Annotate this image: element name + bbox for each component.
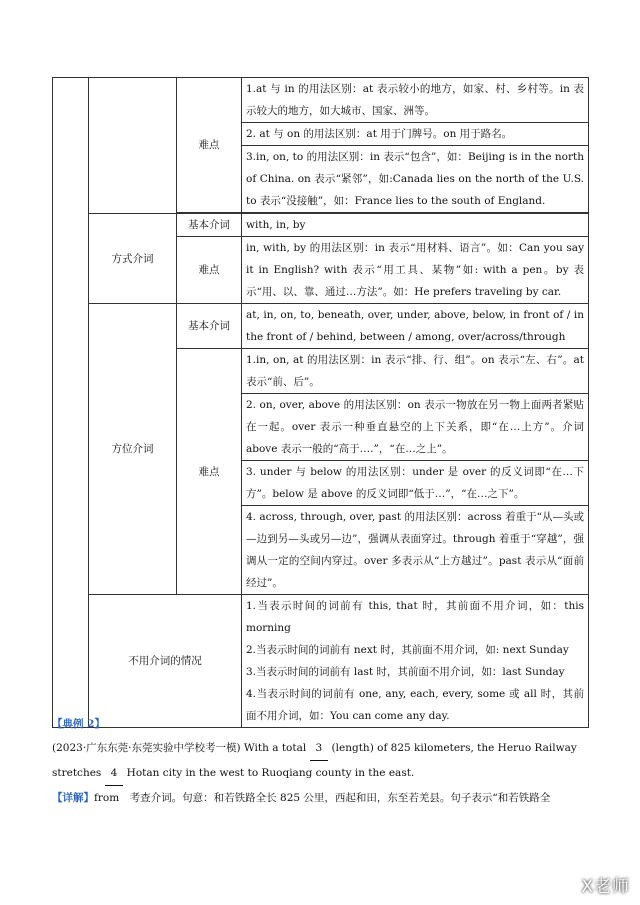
example-text-2b: Hotan city in the west to Ruoqiang county in the east. [123,767,415,779]
example-source: (2023·广东东莞·东莞实验中学校考一模) [52,742,241,754]
no-prep-case-3: 3.当表示时间的词前有 last 时，其前面不用介词，如：last Sunday [246,666,565,678]
watermark-logo: X老师 [581,877,630,897]
example-sentence-line-1 [52,736,588,761]
difficulty-item-1: 1.at 与 in 的用法区别：at 表示较小的地方，如家、村、乡村等。in 表示较大的地方，如大城市、国家、洲等。 [242,78,589,123]
category-manner-prepositions: 方式介词 [89,214,177,304]
detail-heading: 【详解】 [52,792,94,804]
difficulty-item-3: 3.in, on, to 的用法区别：in 表示“包含”，如：Beijing is in the north of China. on 表示“紧邻”，如:Canada lies on the north of the U.S. to 表示“没接触”，如：France lies to the south of England. [242,146,589,213]
manner-basic-list: with, in, by [242,214,589,237]
table-category-cell-empty [89,78,177,214]
example-text-1b: (length) of 825 kilometers, the Heruo Railway [328,742,577,754]
no-prep-case-4: 4.当表示时间的词前有 one, any, each, every, some 或 all 时，其前面不用介词，如：You can come any day. [246,688,584,722]
row-label-difficulty: 难点 [177,349,242,595]
example-text-1a: With a total [240,742,310,754]
example-sentence-line-2 [52,761,588,786]
place-basic-list: at, in, on, to, beneath, over, under, above, below, in front of / in the front of / behind, between / among, over/across/through [242,304,589,349]
place-difficulty-3: 3. under 与 below 的用法区别：under 是 over 的反义词即“在…下方”。below 是 above 的反义词即“低于…”，“在…之下”。 [242,461,589,506]
no-preposition-cases [242,595,589,728]
place-difficulty-1: 1.in, on, at 的用法区别：in 表示“排、行、组”。on 表示“左、右”。at 表示“前、后”。 [242,349,589,394]
row-label-basic: 基本介词 [177,304,242,349]
example-heading: 【典例 2】 [52,718,105,730]
row-label-difficulty: 难点 [177,237,242,304]
answer-blank-3[interactable]: 3 [310,736,329,761]
example-section [52,712,588,810]
manner-difficulty: in, with, by 的用法区别：in 表示“用材料、语言”。如：Can you say it in English? with 表示“用工具、某物”如: with a pen。by 表示“用、以、靠、通过…方法”。如：He prefers traveling by car. [242,237,589,304]
table-left-column [53,78,89,728]
detail-text: from 考查介词。句意：和若铁路全长 825 公里，西起和田，东至若羌县。句子表示“和若铁路全 [94,792,551,804]
category-no-preposition: 不用介词的情况 [89,595,242,728]
preposition-table [52,77,589,728]
row-label-difficulty: 难点 [177,78,242,213]
detail-line [52,786,588,810]
answer-blank-4[interactable]: 4 [105,761,124,786]
no-prep-case-2: 2.当表示时间的词前有 next 时，其前面不用介词，如: next Sunday [246,644,569,656]
difficulty-item-2: 2. at 与 on 的用法区别：at 用于门牌号。on 用于路名。 [242,123,589,146]
place-difficulty-4: 4. across, through, over, past 的用法区别：across 着重于“从—头或—边到另—头或另—边”，强调从表面穿过。through 着重于“穿越”，强调从一定的空间内穿过。over 多表示从“上方越过”。past 表示从“面前经过”。 [242,506,589,595]
place-difficulty-2: 2. on, over, above 的用法区别：on 表示一物放在另一物上面两者紧贴在一起。over 表示一种垂直悬空的上下关系，即“在…上方”。介词 above 表示一般的“高于….”，“在…之上”。 [242,394,589,461]
row-label-basic: 基本介词 [177,214,242,237]
example-text-2a: stretches [52,767,105,779]
category-place-prepositions: 方位介词 [89,304,177,595]
no-prep-case-1: 1.当表示时间的词前有 this, that 时，其前面不用介词，如：this morning [246,600,584,634]
example-heading-line [52,712,588,736]
